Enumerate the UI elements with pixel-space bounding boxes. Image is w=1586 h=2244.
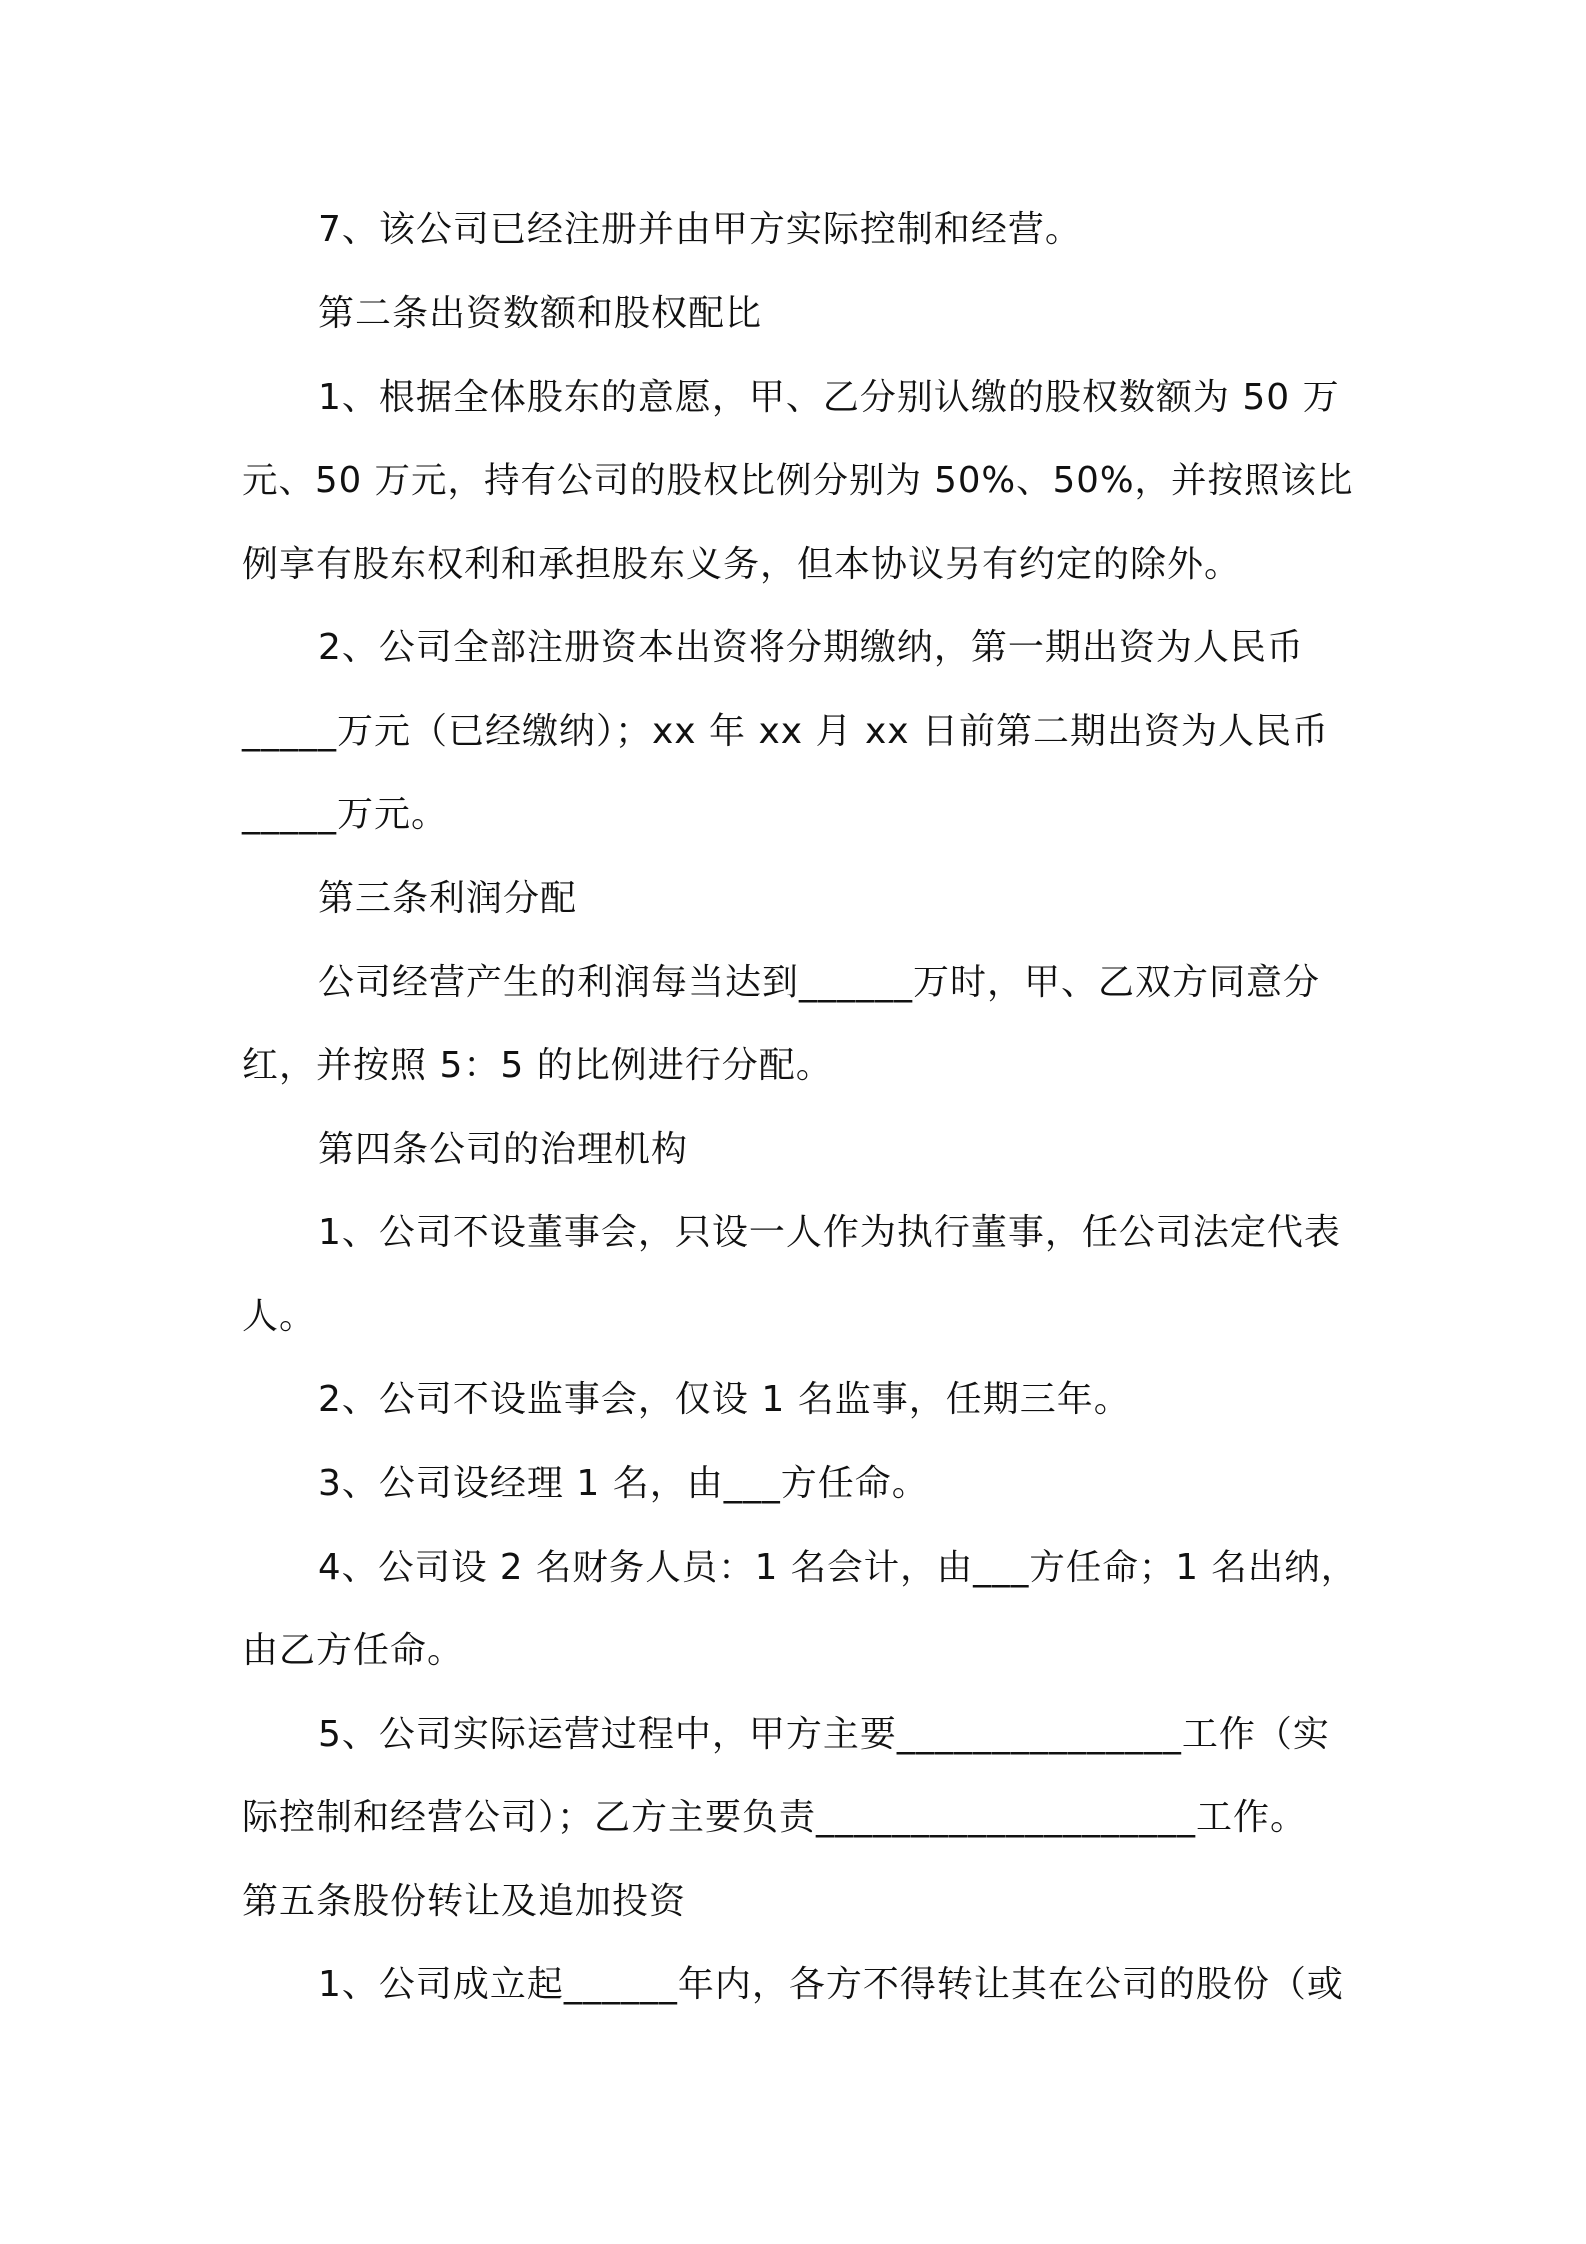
paragraph-line: 公司经营产生的利润每当达到______万时，甲、乙双方同意分: [318, 962, 1321, 1003]
paragraph-line: 例享有股东权利和承担股东义务，但本协议另有约定的除外。: [242, 544, 1242, 585]
article-heading: 第三条利润分配: [318, 878, 578, 919]
article-heading: 第四条公司的治理机构: [318, 1129, 689, 1170]
article-heading: 第二条出资数额和股权配比: [318, 293, 763, 334]
paragraph-line: 4、公司设 2 名财务人员：1 名会计，由___方任命；1 名出纳，: [318, 1547, 1358, 1588]
paragraph-line: 5、公司实际运营过程中，甲方主要_______________工作（实: [318, 1714, 1330, 1755]
paragraph-line: 人。: [242, 1296, 317, 1337]
paragraph-line: 2、公司全部注册资本出资将分期缴纳，第一期出资为人民币: [318, 627, 1304, 668]
paragraph-line: _____万元（已经缴纳）；xx 年 xx 月 xx 日前第二期出资为人民币: [242, 711, 1330, 752]
paragraph-line: 2、公司不设监事会，仅设 1 名监事，任期三年。: [318, 1379, 1131, 1420]
paragraph-line: 7、该公司已经注册并由甲方实际控制和经营。: [318, 209, 1082, 250]
paragraph-line: 红，并按照 5：5 的比例进行分配。: [242, 1045, 833, 1086]
paragraph-line: 1、公司成立起______年内，各方不得转让其在公司的股份（或: [318, 1964, 1344, 2005]
paragraph-line: 3、公司设经理 1 名，由___方任命。: [318, 1463, 929, 1504]
paragraph-line: _____万元。: [242, 794, 449, 835]
paragraph-line: 际控制和经营公司）；乙方主要负责____________________工作。: [242, 1797, 1308, 1838]
article-heading: 第五条股份转让及追加投资: [242, 1881, 687, 1922]
paragraph-line: 1、公司不设董事会，只设一人作为执行董事，任公司法定代表: [318, 1212, 1341, 1253]
paragraph-line: 由乙方任命。: [242, 1630, 465, 1671]
paragraph-line: 元、50 万元，持有公司的股权比例分别为 50%、50%，并按照该比: [242, 460, 1354, 501]
paragraph-line: 1、根据全体股东的意愿，甲、乙分别认缴的股权数额为 50 万: [318, 377, 1340, 418]
